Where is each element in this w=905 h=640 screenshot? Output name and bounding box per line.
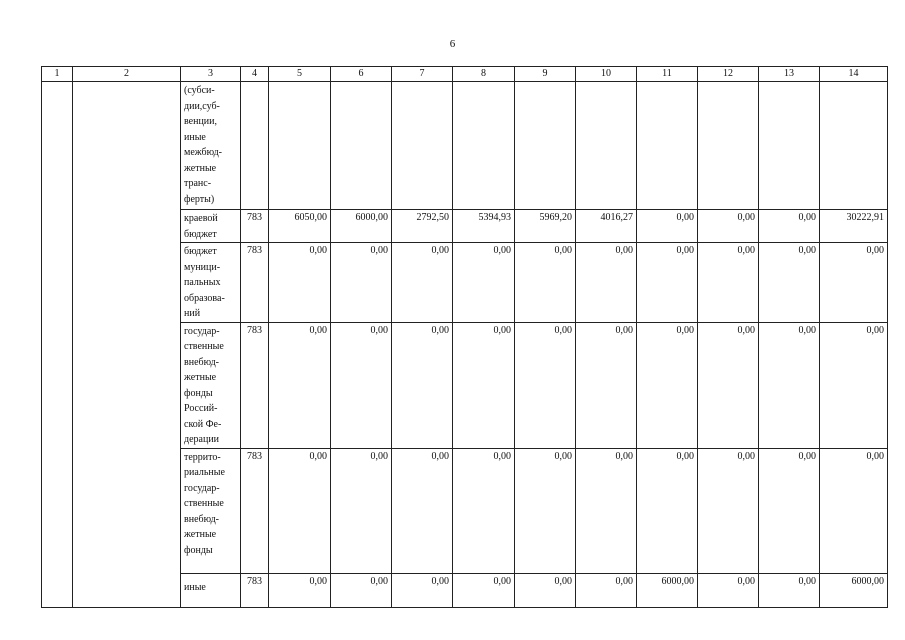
value-cell: 0,00 [759, 448, 820, 573]
value-cell: 0,00 [392, 243, 453, 323]
value-cell [698, 82, 759, 210]
value-cell [576, 82, 637, 210]
column-header: 14 [820, 67, 888, 82]
value-cell: 0,00 [637, 210, 698, 243]
column-header: 10 [576, 67, 637, 82]
value-cell: 5394,93 [453, 210, 515, 243]
value-cell: 0,00 [759, 243, 820, 323]
value-cell: 4016,27 [576, 210, 637, 243]
value-cell [820, 82, 888, 210]
value-cell: 6000,00 [637, 573, 698, 607]
column-header: 1 [42, 67, 73, 82]
code-cell: 783 [241, 210, 269, 243]
value-cell [515, 82, 576, 210]
value-cell: 5969,20 [515, 210, 576, 243]
value-cell: 0,00 [820, 322, 888, 448]
value-cell: 6050,00 [269, 210, 331, 243]
column-header: 13 [759, 67, 820, 82]
code-cell: 783 [241, 573, 269, 607]
value-cell: 0,00 [453, 322, 515, 448]
value-cell: 0,00 [269, 322, 331, 448]
value-cell: 0,00 [515, 243, 576, 323]
funding-source-label: террито- риальные государ- ственные внебюд- жетные фонды [181, 448, 241, 573]
value-cell: 0,00 [331, 448, 392, 573]
value-cell [637, 82, 698, 210]
column-header: 11 [637, 67, 698, 82]
value-cell: 0,00 [759, 210, 820, 243]
value-cell: 0,00 [698, 448, 759, 573]
value-cell: 0,00 [576, 573, 637, 607]
value-cell: 0,00 [515, 448, 576, 573]
value-cell: 0,00 [515, 573, 576, 607]
column-2-cell [73, 82, 181, 608]
value-cell [453, 82, 515, 210]
value-cell [759, 82, 820, 210]
funding-source-label: бюджет муници- пальных образова- ний [181, 243, 241, 323]
value-cell: 0,00 [392, 448, 453, 573]
value-cell: 0,00 [576, 322, 637, 448]
value-cell: 6000,00 [820, 573, 888, 607]
value-cell: 0,00 [392, 322, 453, 448]
funding-source-label: краевой бюджет [181, 210, 241, 243]
column-1-cell [42, 82, 73, 608]
value-cell: 0,00 [453, 243, 515, 323]
value-cell: 0,00 [331, 243, 392, 323]
page-number: 6 [449, 38, 456, 50]
value-cell: 0,00 [698, 243, 759, 323]
funding-source-label: иные [181, 573, 241, 607]
value-cell: 0,00 [820, 243, 888, 323]
code-cell [241, 82, 269, 210]
value-cell: 2792,50 [392, 210, 453, 243]
column-header: 7 [392, 67, 453, 82]
value-cell: 0,00 [269, 573, 331, 607]
funding-source-label: государ- ственные внебюд- жетные фонды Россий- ской Фе- дерации [181, 322, 241, 448]
column-header: 3 [181, 67, 241, 82]
column-header: 9 [515, 67, 576, 82]
value-cell: 0,00 [637, 243, 698, 323]
value-cell: 0,00 [331, 322, 392, 448]
value-cell: 0,00 [515, 322, 576, 448]
value-cell: 0,00 [637, 322, 698, 448]
value-cell: 0,00 [637, 448, 698, 573]
value-cell: 0,00 [759, 322, 820, 448]
column-header: 12 [698, 67, 759, 82]
value-cell [392, 82, 453, 210]
value-cell: 0,00 [698, 573, 759, 607]
column-header: 6 [331, 67, 392, 82]
column-header: 8 [453, 67, 515, 82]
value-cell: 0,00 [392, 573, 453, 607]
value-cell [331, 82, 392, 210]
value-cell: 30222,91 [820, 210, 888, 243]
value-cell: 0,00 [453, 448, 515, 573]
funding-source-label: (субси- дии,суб- венции, иные межбюд- жетные транс- ферты) [181, 82, 241, 210]
value-cell: 0,00 [453, 573, 515, 607]
value-cell: 0,00 [269, 243, 331, 323]
column-header: 5 [269, 67, 331, 82]
value-cell: 0,00 [576, 448, 637, 573]
column-header: 4 [241, 67, 269, 82]
value-cell: 0,00 [820, 448, 888, 573]
column-header: 2 [73, 67, 181, 82]
value-cell: 0,00 [269, 448, 331, 573]
table-row [42, 82, 888, 210]
value-cell: 0,00 [576, 243, 637, 323]
value-cell: 0,00 [698, 322, 759, 448]
budget-table [41, 66, 888, 608]
value-cell: 0,00 [759, 573, 820, 607]
value-cell [269, 82, 331, 210]
value-cell: 6000,00 [331, 210, 392, 243]
value-cell: 0,00 [698, 210, 759, 243]
column-number-row [42, 67, 888, 82]
value-cell: 0,00 [331, 573, 392, 607]
code-cell: 783 [241, 243, 269, 323]
code-cell: 783 [241, 322, 269, 448]
code-cell: 783 [241, 448, 269, 573]
